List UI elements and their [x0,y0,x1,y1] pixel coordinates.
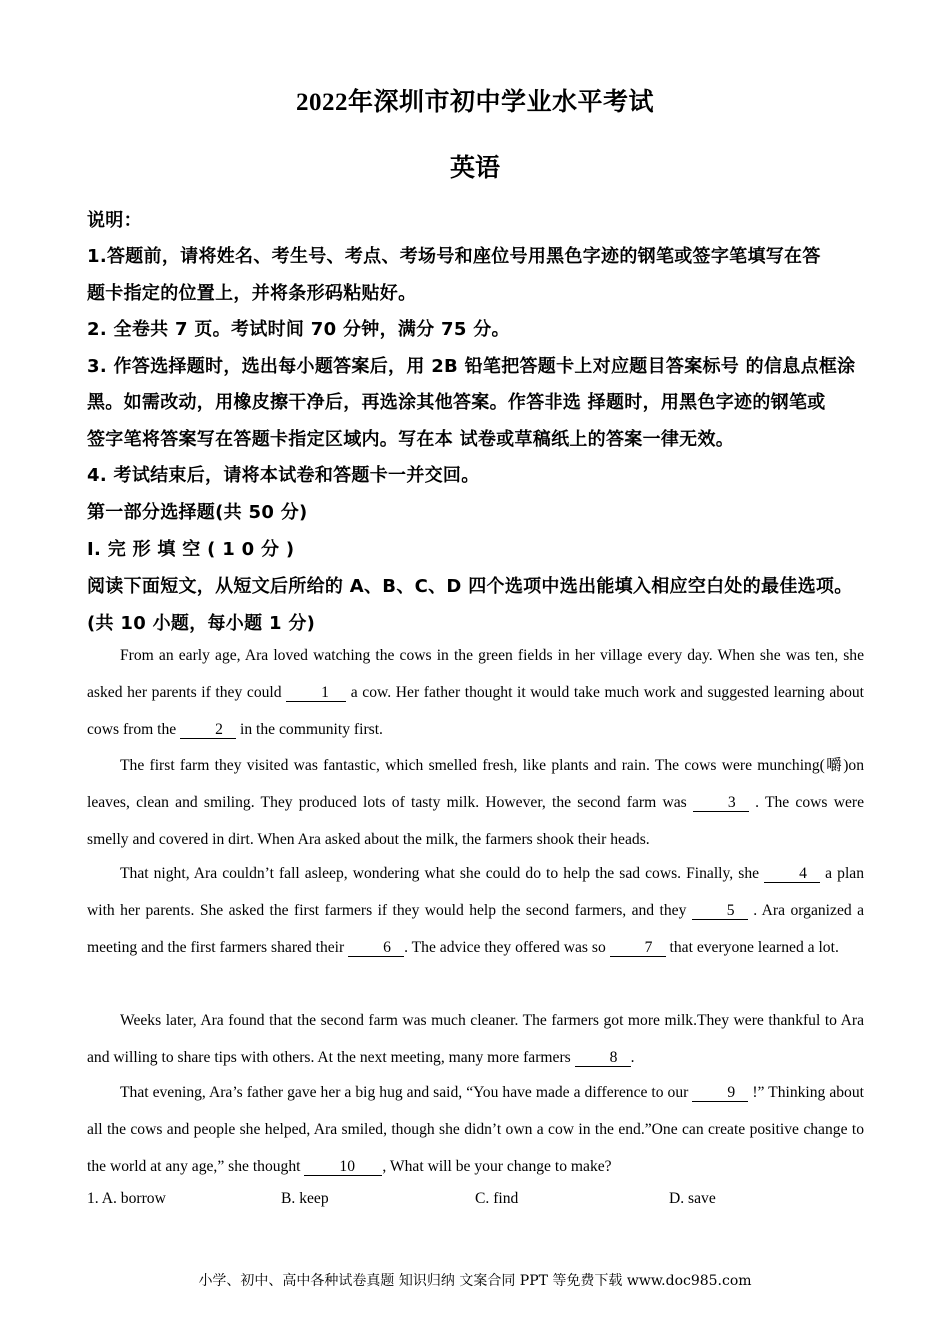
instruction-line: 签字笔将答案写在答题卡指定区域内。写在本 试卷或草稿纸上的答案一律无效。 [87,429,735,450]
section-directions: 阅读下面短文，从短文后所给的 A、B、C、D 四个选项中选出能填入相应空白处的最佳选项。 [87,576,853,597]
instruction-line: 3. 作答选择题时，选出每小题答案后，用 2B 铅笔把答题卡上对应题目答案标号 的信息点框涂 [87,356,856,377]
part-heading: 第一部分选择题(共 50 分) [87,502,308,523]
section-heading: I. 完 形 填 空 ( 1 0 分 ) [87,539,295,560]
passage-paragraph-4: Weeks later, Ara found that the second farm was much cleaner. The farmers got more milk.They were thankful to Ara and willing to share tips with others. At the next meeting, many more farmers 8 . [87,1012,864,1066]
passage-paragraph-2: The first farm they visited was fantastic, which smelled fresh, like plants and rain. The cows were munching(嚼)on leaves, clean and smiling. They produced lots of tasty milk. However, the second farm was 3 . The cows were smelly and covered in dirt. When Ara asked about the milk, the farmers shook their heads. [87,757,864,848]
cloze-passage-3 [87,855,864,966]
blank-7: 7 [610,940,666,957]
cloze-passage-4 [87,1002,864,1076]
page-footer: 小学、初中、高中各种试卷真题 知识归纳 文案合同 PPT 等免费下载 www.doc985.com [198,1273,752,1289]
blank-4: 4 [764,866,820,883]
blank-9: 9 [692,1085,748,1102]
subject-title: 英语 [449,155,500,182]
cloze-passage-5 [87,1074,864,1185]
blank-2: 2 [180,722,236,739]
option-c: C. find [475,1190,519,1207]
instructions-heading: 说明： [87,210,142,231]
instruction-line: 题卡指定的位置上，并将条形码粘贴好。 [87,283,417,304]
instruction-line: 1.答题前，请将姓名、考生号、考点、考场号和座位号用黑色字迹的钢笔或签字笔填写在答 [87,246,821,267]
option-b: B. keep [281,1190,329,1207]
section-directions-count: (共 10 小题，每小题 1 分) [87,613,316,634]
blank-8: 8 [575,1050,631,1067]
blank-10: 10 [304,1159,382,1176]
instruction-line: 黑。如需改动，用橡皮擦干净后，再选涂其他答案。作答非选 择题时，用黑色字迹的钢笔或 [87,392,826,413]
blank-5: 5 [692,903,748,920]
blank-1: 1 [286,685,346,702]
passage-paragraph-3: That night, Ara couldn’t fall asleep, wondering what she could do to help the sad cows. Finally, she 4 a plan with her parents. She asked the first farmers if they would help the second farmers, and they 5 . Ara organized a meeting and the first farmers shared their 6 . The advice they offered was so 7 that everyone learned a lot. [87,865,864,956]
passage-paragraph-1: From an early age, Ara loved watching the cows in the green fields in her village every day. When she was ten, she asked her parents if they could 1 a cow. Her father thought it would take much work and suggested learning about cows from the 2 in the community first. [87,647,864,738]
cloze-passage [87,637,864,748]
cloze-passage-2 [87,747,864,858]
blank-3: 3 [693,795,749,812]
instruction-line: 2. 全卷共 7 页。考试时间 70 分钟，满分 75 分。 [87,319,510,340]
blank-6: 6 [348,940,404,957]
passage-paragraph-5: That evening, Ara’s father gave her a big hug and said, “You have made a difference to our 9 !” Thinking about all the cows and people she helped, Ara smiled, though she didn’t own a cow in the end.”One can create positive change to the world at any age,” she thought 10 , What will be your change to make? [87,1084,864,1175]
option-a: 1. A. borrow [87,1190,166,1207]
option-d: D. save [669,1190,716,1207]
exam-title: 2022年深圳市初中学业水平考试 [295,89,654,116]
instruction-line: 4. 考试结束后，请将本试卷和答题卡一并交回。 [87,465,480,486]
